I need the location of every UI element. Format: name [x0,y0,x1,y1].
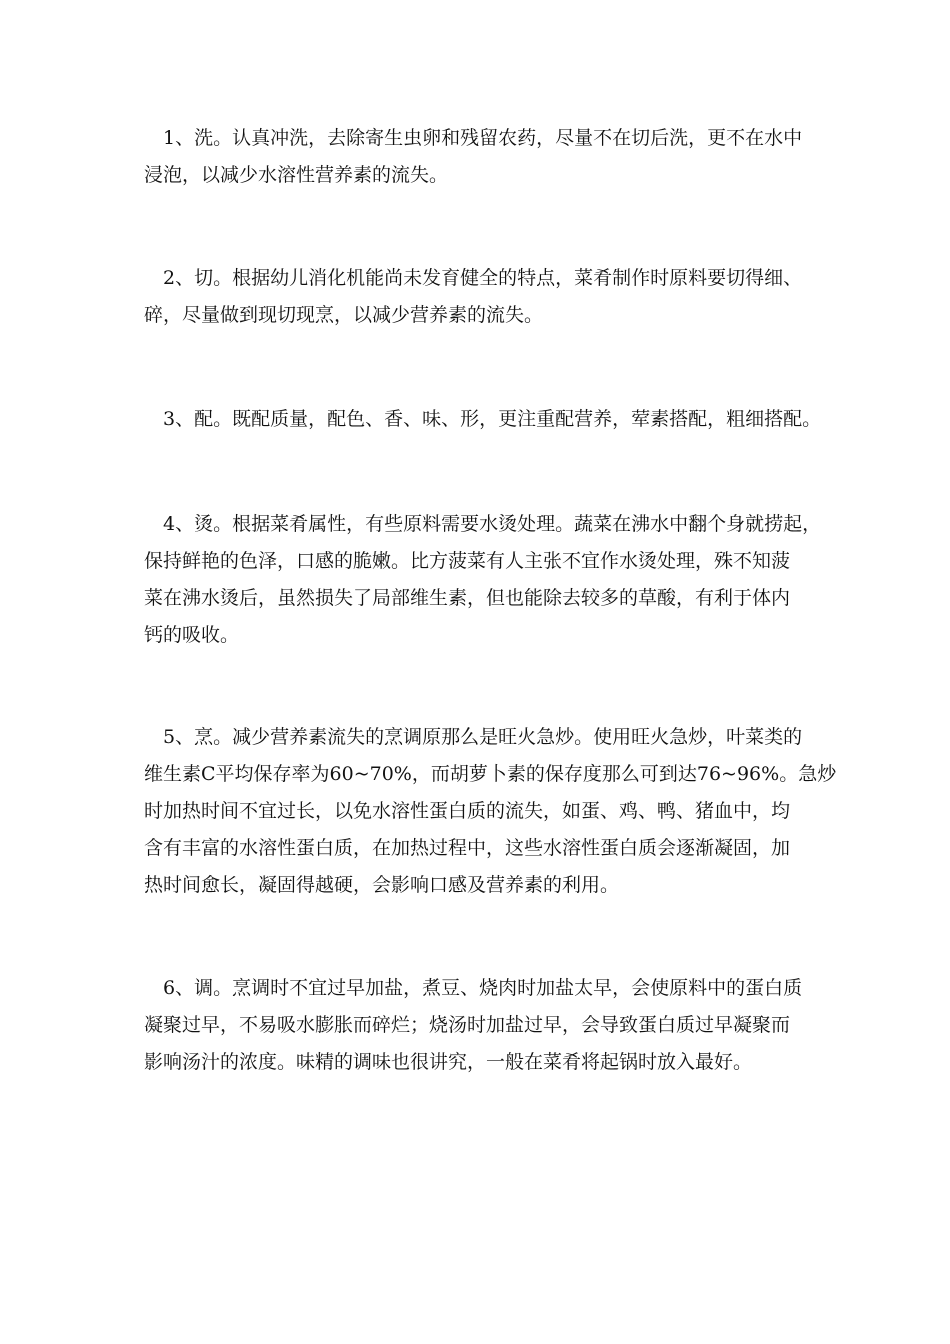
paragraph-line: 1、洗。认真冲洗，去除寄生虫卵和残留农药，尽量不在切后洗，更不在水中 [163,127,803,149]
paragraph-line: 浸泡，以减少水溶性营养素的流失。 [144,164,449,186]
paragraph-line: 4、烫。根据菜肴属性，有些原料需要水烫处理。蔬菜在沸水中翻个身就捞起， [163,513,822,535]
paragraph-line: 凝聚过早，不易吸水膨胀而碎烂；烧汤时加盐过早，会导致蛋白质过早凝聚而 [144,1014,791,1036]
paragraph-line: 5、烹。减少营养素流失的烹调原那么是旺火急炒。使用旺火急炒，叶菜类的 [163,726,803,748]
paragraph-line: 3、配。既配质量，配色、香、味、形，更注重配营养，荤素搭配，粗细搭配。 [163,408,822,430]
paragraph-line: 2、切。根据幼儿消化机能尚未发育健全的特点，菜肴制作时原料要切得细、 [163,267,803,289]
paragraph-line: 时加热时间不宜过长，以免水溶性蛋白质的流失，如蛋、鸡、鸭、猪血中，均 [144,800,791,822]
paragraph-line: 6、调。烹调时不宜过早加盐，煮豆、烧肉时加盐太早，会使原料中的蛋白质 [163,977,803,999]
paragraph-line: 菜在沸水烫后，虽然损失了局部维生素，但也能除去较多的草酸，有利于体内 [144,587,791,609]
paragraph-line: 保持鲜艳的色泽，口感的脆嫩。比方菠菜有人主张不宜作水烫处理，殊不知菠 [144,550,791,572]
paragraph-line: 含有丰富的水溶性蛋白质，在加热过程中，这些水溶性蛋白质会逐渐凝固，加 [144,837,791,859]
paragraph-line: 碎，尽量做到现切现烹，以减少营养素的流失。 [144,304,544,326]
paragraph-line: 热时间愈长，凝固得越硬，会影响口感及营养素的利用。 [144,874,620,896]
paragraph-line: 钙的吸收。 [144,624,240,646]
paragraph-line: 影响汤汁的浓度。味精的调味也很讲究，一般在菜肴将起锅时放入最好。 [144,1051,753,1073]
paragraph-line: 维生素C平均保存率为60~70%，而胡萝卜素的保存度那么可到达76~96%。急炒 [144,763,837,785]
